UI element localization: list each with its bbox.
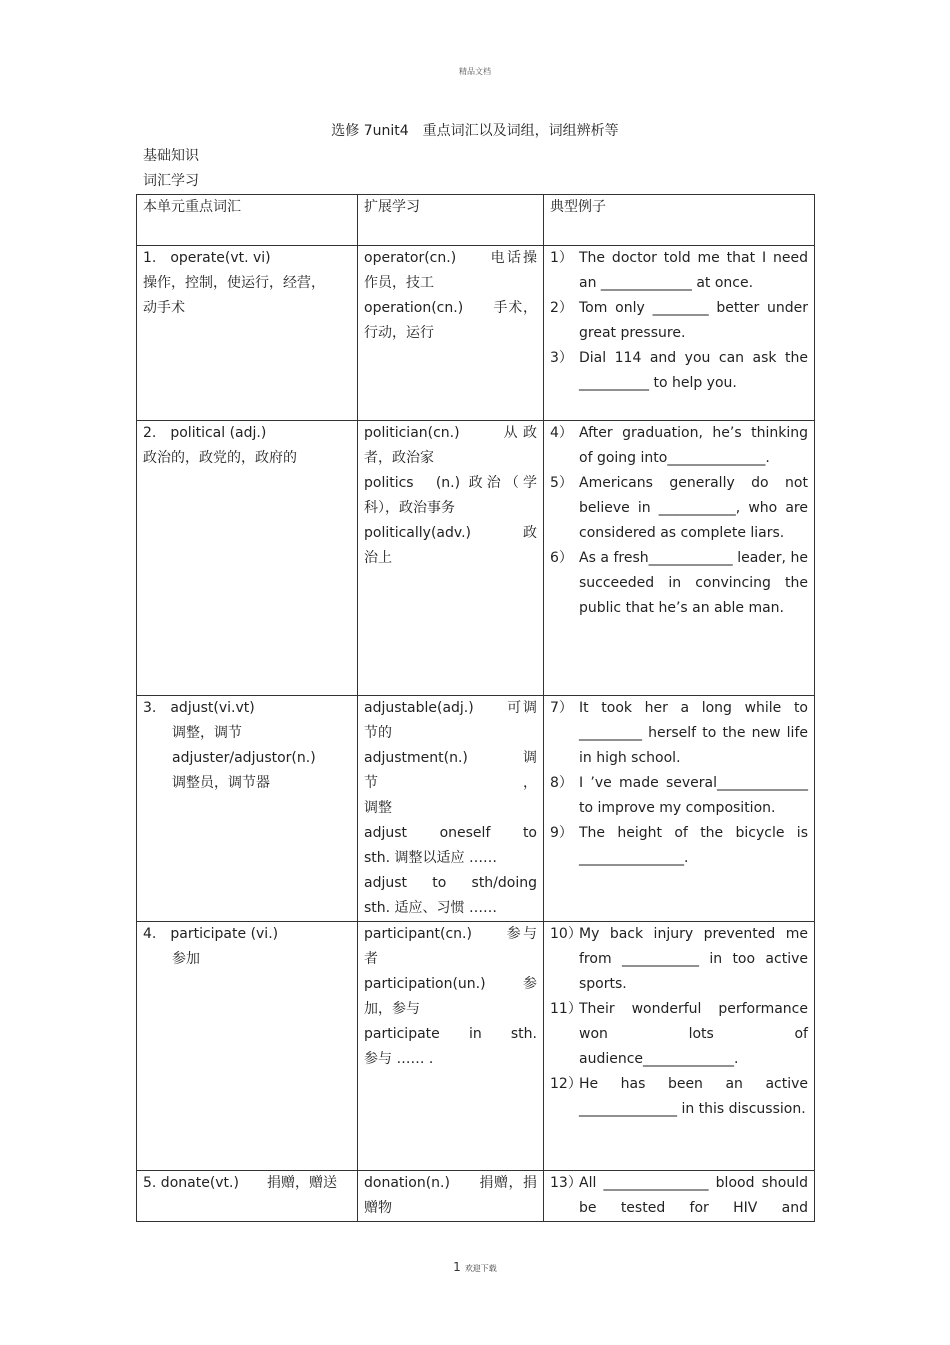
word-line: 3. adjust(vi.vt) (143, 700, 255, 716)
table-row (137, 696, 815, 922)
expand-line: 者，政治家 (364, 450, 434, 466)
word-line: adjuster/adjustor(n.) (172, 750, 316, 766)
word-cell (137, 421, 358, 696)
example-text: My back injury prevented me from ___________ in too active sports. (579, 926, 808, 992)
word-line: 1. operate(vt. vi) (143, 250, 271, 266)
expand-line: 治上 (364, 550, 392, 566)
example-text: I ’ve made several_____________ to improve my composition. (579, 775, 808, 816)
expand-line: participation(un.) 参 (364, 976, 537, 992)
example-item (550, 246, 808, 296)
word-line: 2. political (adj.) (143, 425, 267, 441)
word-cell (137, 246, 358, 421)
example-number: 11） (550, 1001, 582, 1017)
example-number: 13） (550, 1175, 582, 1191)
expand-line: 调整 (364, 800, 392, 816)
section-basic-knowledge: 基础知识 (143, 148, 199, 164)
example-text: Their wonderful performance won lots of audience_____________. (579, 1001, 808, 1067)
examples-cell (544, 922, 815, 1171)
example-number: 10） (550, 926, 582, 942)
example-item (550, 997, 808, 1072)
word-line: 动手术 (143, 300, 185, 316)
header-extension: 扩展学习 (358, 195, 544, 246)
example-item (550, 821, 808, 871)
expand-line: 节的 (364, 725, 392, 741)
page-header: 精品文档 (459, 67, 491, 76)
table-row (137, 922, 815, 1171)
header-key-words: 本单元重点词汇 (137, 195, 358, 246)
example-number: 4） (550, 425, 573, 441)
table-header-row (137, 195, 815, 246)
example-item (550, 1072, 808, 1122)
expand-line: donation(n.) 捐赠，捐 (364, 1175, 537, 1191)
examples-cell (544, 1171, 815, 1222)
example-text: Americans generally do not believe in ___________, who are considered as complete liars. (579, 475, 808, 541)
example-text: All _______________ blood should be tested for HIV and (579, 1175, 808, 1216)
header-examples: 典型例子 (544, 195, 815, 246)
examples-cell (544, 696, 815, 922)
word-line: 调整，调节 (172, 725, 242, 741)
expand-line: operator(cn.) 电话操 (364, 250, 537, 266)
expand-line: operation(cn.) 手术， (364, 300, 537, 316)
example-number: 1） (550, 250, 573, 266)
examples-cell (544, 246, 815, 421)
example-number: 7） (550, 700, 573, 716)
expand-cell (358, 922, 544, 1171)
vocabulary-table (136, 194, 815, 1222)
expand-line: adjust oneself to (364, 825, 537, 841)
word-line: 5. donate(vt.) 捐赠，赠送 (143, 1175, 337, 1191)
expand-line: politics (n.) 政治（学 (364, 475, 537, 491)
example-number: 9） (550, 825, 573, 841)
example-number: 6） (550, 550, 573, 566)
page-footer (0, 1260, 950, 1274)
example-item (550, 1171, 808, 1221)
example-number: 12） (550, 1076, 582, 1092)
example-item (550, 771, 808, 821)
expand-cell (358, 1171, 544, 1222)
example-text: Tom only ________ better under great pressure. (579, 300, 808, 341)
expand-line: sth. 适应、习惯 …… (364, 900, 498, 916)
example-item (550, 421, 808, 471)
footer-text: 欢迎下载 (464, 1264, 497, 1273)
word-cell (137, 1171, 358, 1222)
word-line: 参加 (172, 951, 200, 967)
expand-line: adjustable(adj.) 可调 (364, 700, 537, 716)
word-cell (137, 922, 358, 1171)
expand-line: adjustment(n.) 调节， (364, 750, 537, 791)
expand-line: politician(cn.) 从政 (364, 425, 537, 441)
expand-line: sth. 调整以适应 …… (364, 850, 498, 866)
examples-cell (544, 421, 815, 696)
example-number: 8） (550, 775, 573, 791)
section-vocabulary: 词汇学习 (143, 173, 199, 189)
word-cell (137, 696, 358, 922)
expand-cell (358, 421, 544, 696)
example-item (550, 696, 808, 771)
example-text: He has been an active ______________ in this discussion. (579, 1076, 808, 1117)
example-item (550, 922, 808, 997)
table-row (137, 421, 815, 696)
expand-cell (358, 246, 544, 421)
expand-line: participate in sth. (364, 1026, 537, 1042)
example-item (550, 546, 808, 621)
word-line: 4. participate (vi.) (143, 926, 279, 942)
table-row (137, 1171, 815, 1222)
expand-line: participant(cn.) 参与 (364, 926, 537, 942)
example-text: After graduation, he’s thinking of going into______________. (579, 425, 808, 466)
expand-line: 者 (364, 951, 378, 967)
example-number: 3） (550, 350, 573, 366)
example-text: The doctor told me that I need an _____________ at once. (579, 250, 808, 291)
table-row (137, 246, 815, 421)
expand-line: adjust to sth/doing (364, 875, 537, 891)
example-item (550, 296, 808, 346)
example-text: Dial 114 and you can ask the __________ to help you. (579, 350, 808, 391)
expand-line: 行动，运行 (364, 325, 434, 341)
example-text: As a fresh____________ leader, he succeeded in convincing the public that he’s an able man. (579, 550, 808, 616)
expand-line: politically(adv.) 政 (364, 525, 537, 541)
word-line: 调整员，调节器 (172, 775, 270, 791)
expand-cell (358, 696, 544, 922)
example-number: 2） (550, 300, 573, 316)
expand-line: 加，参与 (364, 1001, 420, 1017)
page-number: 1 (453, 1260, 461, 1274)
example-text: The height of the bicycle is _______________. (579, 825, 808, 866)
example-item (550, 471, 808, 546)
example-text: It took her a long while to _________ herself to the new life in high school. (579, 700, 808, 766)
word-line: 政治的，政党的，政府的 (143, 450, 297, 466)
expand-line: 科），政治事务 (364, 500, 455, 516)
expand-line: 参与 …… . (364, 1051, 434, 1067)
expand-line: 赠物 (364, 1200, 392, 1216)
word-line: 操作，控制，使运行，经营， (143, 275, 325, 291)
example-number: 5） (550, 475, 573, 491)
example-item (550, 346, 808, 396)
expand-line: 作员，技工 (364, 275, 434, 291)
page-title: 选修 7unit4 重点词汇以及词组，词组辨析等 (331, 123, 619, 139)
